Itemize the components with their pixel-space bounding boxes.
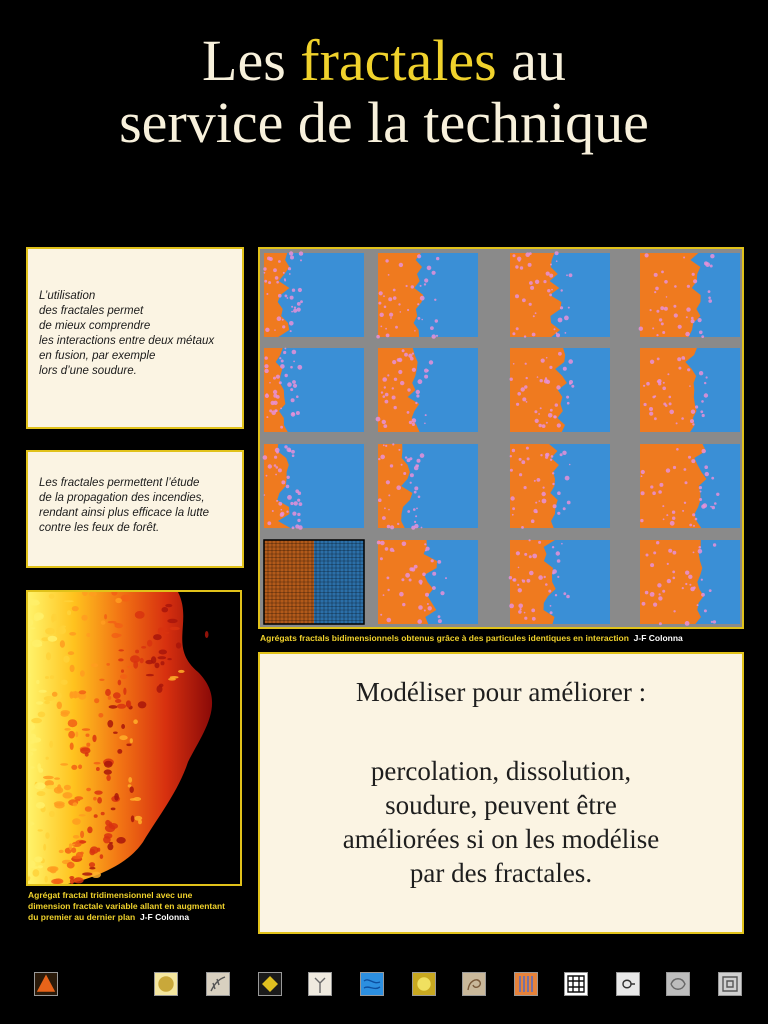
aggregate-panel <box>639 253 740 338</box>
aggregate-panel <box>510 348 611 432</box>
fern-leaf-icon <box>206 972 230 996</box>
tree-icon <box>308 972 332 996</box>
aggregate-panel <box>376 348 478 432</box>
metals-info-card <box>26 247 244 429</box>
shell-icon <box>462 972 486 996</box>
lattice-panel <box>264 540 364 624</box>
fractal-flame-icon <box>28 592 240 884</box>
photo-credit: J-F Colonna <box>633 633 683 643</box>
fractal-aggregate-3d-image <box>26 590 242 886</box>
dragon-curve-icon <box>258 972 282 996</box>
romanesco-icon <box>412 972 436 996</box>
title-text: au <box>496 28 566 93</box>
aggregate-panel <box>376 253 478 339</box>
square-snowflake-icon <box>718 972 742 996</box>
stripe-pattern-icon <box>514 972 538 996</box>
model-body: percolation, dissolution, soudure, peuvent être améliorées si on les modélise par des fractales. <box>342 756 660 888</box>
aggregate-panel <box>640 444 740 528</box>
aggregate-panel <box>640 348 740 432</box>
aggregate-panels-icon <box>260 249 742 627</box>
title-text: Les <box>202 28 301 93</box>
metals-info-text: L’utilisation des fractales permet de mieux comprendre les interactions entre deux métaux en fusion, par exemple lors d’une soudure. <box>39 290 215 377</box>
model-statement-card <box>258 652 744 934</box>
fractal-aggregate-caption: Agrégat fractal tridimensionnel avec une dimension fractale variable allant en augmentant du premier au dernier plan J-F Colonna <box>28 890 225 922</box>
aggregate-panel <box>640 540 740 626</box>
photo-credit: J-F Colonna <box>139 912 190 922</box>
aggregate-grid-image <box>258 247 744 629</box>
aggregate-panel <box>510 444 610 529</box>
aggregate-panel <box>264 348 364 432</box>
fires-info-text: Les fractales permettent l’étude de la propagation des incendies, rendant ainsi plus efficace la lutte contre les feux de forêt. <box>39 477 210 534</box>
aggregate-panel <box>510 251 610 338</box>
julia-set-icon <box>666 972 690 996</box>
title-highlight: fractales <box>300 28 497 93</box>
model-heading: Modéliser pour améliorer : <box>355 677 647 707</box>
aggregate-panel <box>378 443 478 530</box>
aggregate-grid-caption: Agrégats fractals bidimensionnels obtenus grâce à des particules identiques en interaction J-F Colonna <box>260 633 683 643</box>
aggregate-panel <box>377 540 478 624</box>
page-title <box>0 30 768 154</box>
title-line2: service de la technique <box>119 90 649 155</box>
blue-coast-icon <box>360 972 384 996</box>
aggregate-panel <box>263 444 364 530</box>
mandelbrot-icon <box>616 972 640 996</box>
fractal-thumbnail-strip <box>0 972 768 1000</box>
cauliflower-icon <box>154 972 178 996</box>
aggregate-panel <box>509 539 610 624</box>
sierpinski-pyramid-icon <box>34 972 58 996</box>
aggregate-panel <box>263 251 364 337</box>
fires-info-card <box>26 450 244 568</box>
menger-square-icon <box>564 972 588 996</box>
